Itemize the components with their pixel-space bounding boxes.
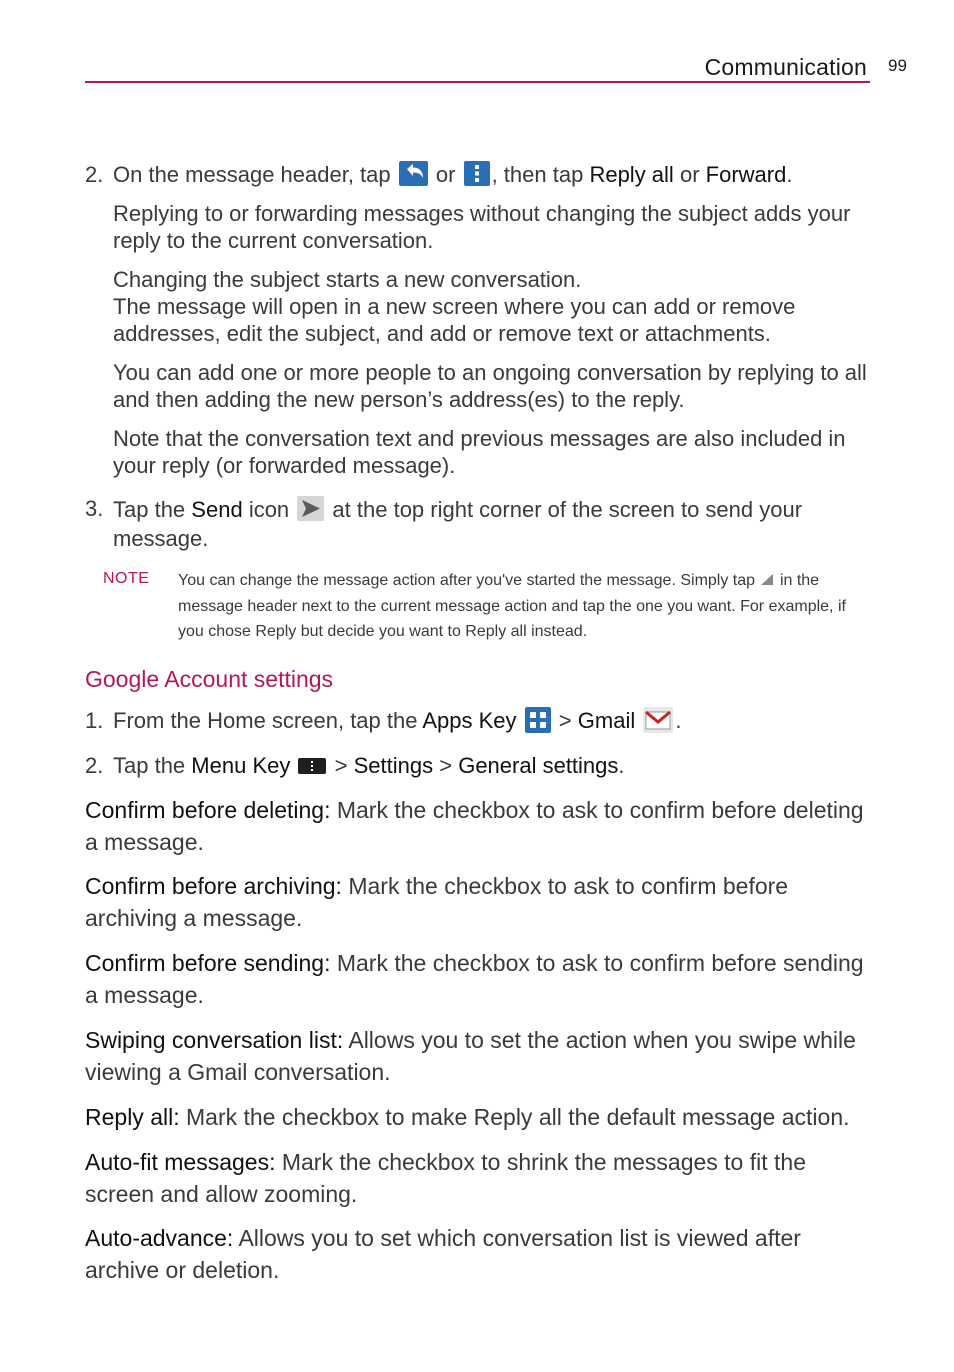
paragraph: Replying to or forwarding messages without changing the subject adds your reply to the current conversation. (113, 201, 851, 253)
send-icon (297, 496, 324, 521)
google-step-1: From the Home screen, tap the Apps Key > Gmail . (113, 708, 682, 733)
definition-item: Confirm before deleting: Mark the checkbox to ask to confirm before deleting a message. (85, 797, 864, 855)
paragraph: Note that the conversation text and previous messages are also included in your reply (or forwarded message). (113, 426, 846, 478)
apps-key-icon (525, 707, 551, 733)
page-number: 99 (888, 56, 907, 75)
google-step-2: Tap the Menu Key > Settings > General settings. (113, 753, 625, 778)
dropdown-triangle-icon (759, 569, 775, 594)
definition-item: Auto-fit messages: Mark the checkbox to shrink the messages to fit the screen and allow zooming. (85, 1149, 806, 1207)
definition-item: Reply all: Mark the checkbox to make Reply all the default message action. (85, 1104, 850, 1130)
paragraph: You can add one or more people to an ongoing conversation by replying to all and then adding the new person’s address(es) to the reply. (113, 360, 867, 412)
definition-item: Swiping conversation list: Allows you to set the action when you swipe while viewing a Gmail conversation. (85, 1027, 856, 1085)
menu-key-icon (298, 758, 326, 774)
step-number: 2. (85, 162, 104, 187)
step-number: 3. (85, 496, 104, 521)
section-heading: Google Account settings (85, 666, 334, 692)
step-2-text: On the message header, tap or , then tap Reply all or Forward. (113, 162, 793, 187)
note-label: NOTE (103, 570, 150, 587)
definition-item: Confirm before archiving: Mark the checkbox to ask to confirm before archiving a message. (85, 873, 789, 931)
definition-item: Auto-advance: Allows you to set which conversation list is viewed after archive or deletion. (85, 1225, 801, 1283)
step-number: 2. (85, 753, 104, 778)
more-options-icon (464, 161, 490, 186)
section-title: Communication (704, 54, 867, 80)
paragraph: Changing the subject starts a new conversation. (113, 267, 582, 292)
reply-icon (399, 161, 428, 186)
definition-item: Confirm before sending: Mark the checkbox to ask to confirm before sending a message. (85, 950, 864, 1008)
note-text: You can change the message action after you've started the message. Simply tap in the message header next to the current message action and tap the one you want. For example, if you chose Reply but decide you want to Reply all instead. (178, 568, 868, 644)
step-3-text: Tap the Send icon at the top right corner of the screen to send your message. (113, 497, 803, 551)
header-rule (85, 81, 870, 83)
step-number: 1. (85, 708, 104, 733)
gmail-icon (643, 707, 673, 733)
paragraph: The message will open in a new screen where you can add or remove addresses, edit the subject, and add or remove text or attachments. (113, 294, 796, 346)
